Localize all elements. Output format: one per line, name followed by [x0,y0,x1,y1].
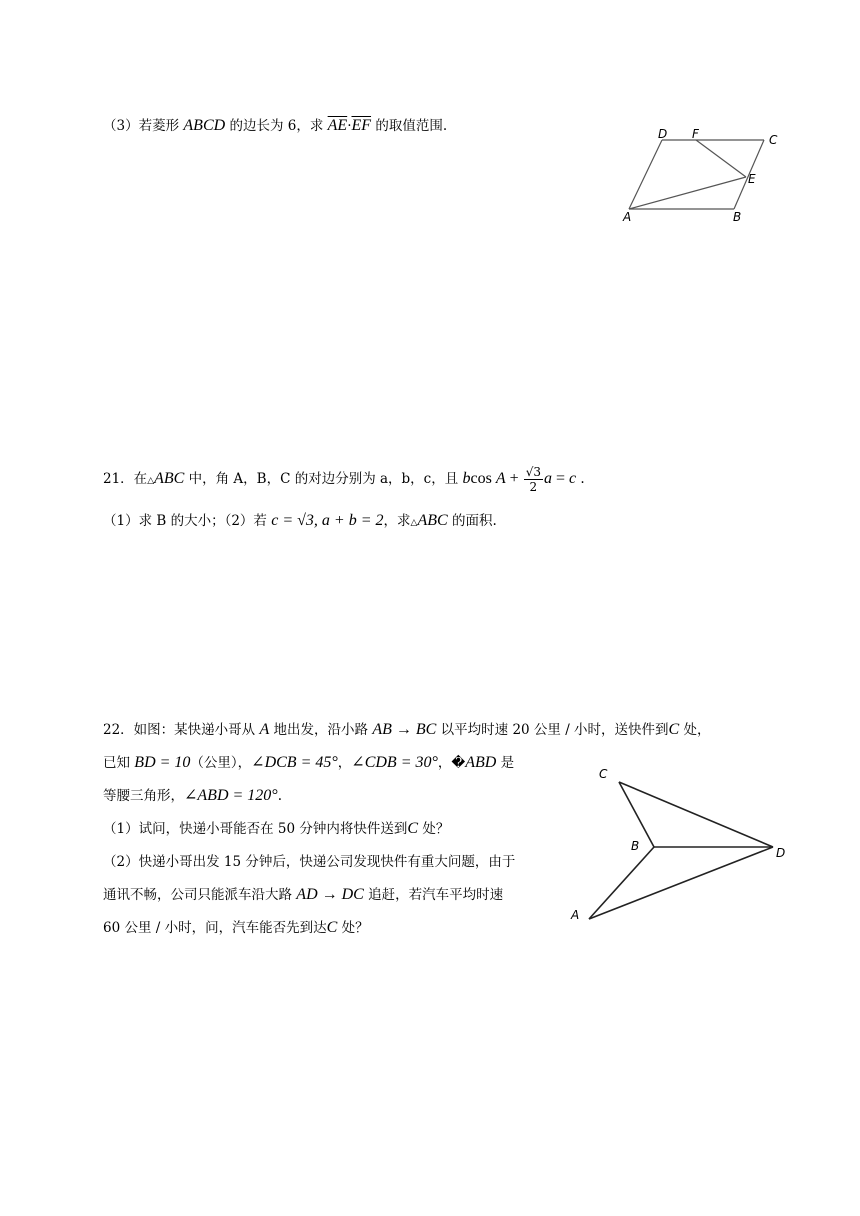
triangle-abd: ABD [465,754,497,771]
expr-equals: = [551,470,569,487]
label-b: B [733,210,742,224]
label-d: D [776,846,786,860]
point-c: C [326,919,338,936]
label-c: C [769,133,778,147]
label-d: D [658,127,668,141]
q21-part-text: （1）求 B 的大小；（2）若 [103,513,272,529]
expr-a-side: a [543,470,552,487]
point-c: C [407,820,419,837]
q20-shape: ABCD [183,117,226,134]
bd-length: BD = 10 [134,754,191,771]
angle-dcb: ∠DCB = 45° [251,754,338,771]
q22-text: （公里）， [190,755,252,771]
q20-text-mid: 的边长为 6，求 [225,118,328,134]
q22-text: 地出发，沿小路 [269,722,373,738]
q21-number: 21．在 [103,471,148,487]
q22-text: （2）快递小哥出发 15 分钟后，快递公司发现快件有重大问题，由于 [103,854,516,870]
q22-text: 追赶，若汽车平均时速 [363,887,504,903]
q21-line1-end: . [576,471,585,487]
q20-part3 [103,116,447,136]
label-e: E [748,172,756,186]
q22-text: ， [337,755,352,771]
point-c: C [668,721,680,738]
label-b: B [631,839,640,853]
q22-line1 [103,720,711,740]
expr-a-angle: A [495,470,506,487]
fraction-numerator: √3 [525,465,541,479]
q22-text: 60 公里 / 小时，问，汽车能否先到达 [103,920,327,936]
point-a: A [259,721,270,738]
dot-operator: · [347,118,352,134]
path-ab-bc: AB → BC [372,721,437,738]
expr-cos: cos [470,470,496,487]
q22-part2-line2 [103,885,503,905]
q22-text: 是 [496,755,515,771]
q21-line2-end: 的面积. [447,513,497,529]
label-a: A [571,908,580,922]
q21-text: 中，角 A，B，C 的对边分别为 a，b，c，且 [184,471,463,487]
expr-b: b [462,470,471,487]
q22-text: . [277,788,282,804]
angle-abd: ∠ABD = 120° [184,787,278,804]
label-a: A [623,210,632,224]
glyph: � [451,755,466,771]
q20-text: （3）若菱形 [103,118,184,134]
expr-c: c [569,470,577,487]
label-f: F [692,127,699,141]
q22-text: 通讯不畅，公司只能派车沿大路 [103,887,297,903]
fraction-sqrt3-over-2 [524,465,543,494]
rhombus-figure [615,120,790,230]
triangle-abc: ABC [154,470,185,487]
q22-line2 [103,753,514,773]
expr-plus: + [505,470,523,487]
q22-line3 [103,786,282,806]
q21-text-mid: ，求 [383,513,411,529]
q20-text-suffix: 的取值范围. [371,118,448,134]
label-c: C [599,767,608,781]
vector-ef: $\overline{EF}$ [351,117,372,134]
q22-text: 处？ [337,920,369,936]
q22-text: 已知 [103,755,135,771]
fraction-denominator: 2 [529,480,538,494]
q22-text: （1）试问，快递小哥能否在 50 分钟内将快件送到 [103,821,408,837]
triangle-symbol: △ [410,518,418,528]
q22-part2-line1 [103,852,515,872]
q22-part2-line3 [103,918,369,938]
route-figure [565,762,805,932]
q22-text: 处， [679,722,711,738]
q21-condition: c = √3, a + b = 2 [271,512,384,529]
q22-text: 22．如图：某快递小哥从 [103,722,260,738]
q22-text: 以平均时速 20 公里 / 小时，送快件到 [436,722,669,738]
q21-line1 [103,465,585,494]
q22-part1 [103,819,449,839]
triangle-abc: ABC [417,512,448,529]
q22-text: 等腰三角形， [103,788,184,804]
q22-text: ， [437,755,452,771]
q21-line2 [103,511,497,533]
angle-cdb: ∠CDB = 30° [351,754,438,771]
path-ad-dc: AD → DC [296,886,364,903]
triangle-symbol: △ [147,476,155,486]
q22-text: 处？ [418,821,450,837]
vector-ae: $\overline{AE}$ [327,117,348,134]
